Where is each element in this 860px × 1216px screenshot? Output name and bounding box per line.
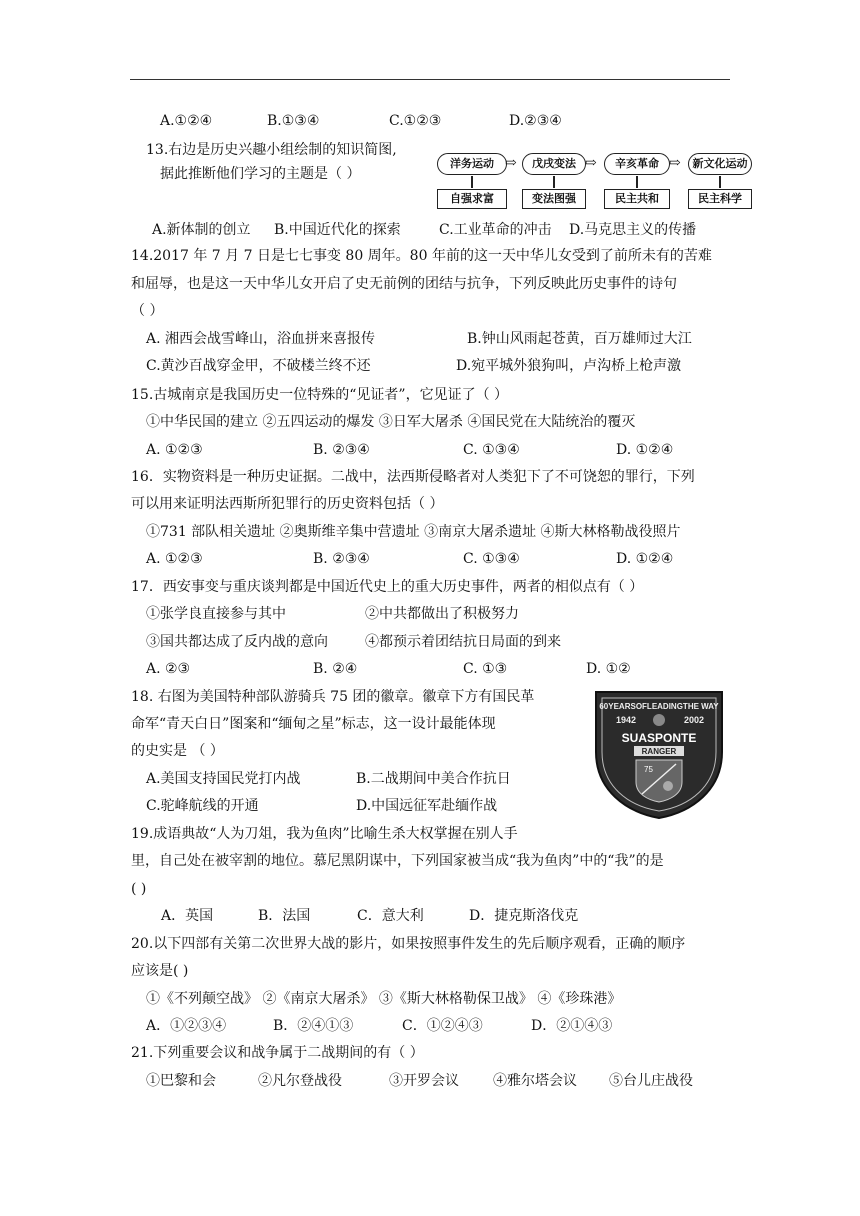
q17-option-b: B. ②④ <box>313 661 358 677</box>
diagram-goal-1: 自强求富 <box>437 189 507 209</box>
q14-option-d: D.宛平城外狼狗叫，卢沟桥上枪声激 <box>456 358 682 374</box>
q16-option-c: C. ①③④ <box>463 551 520 567</box>
q17-item-3: ③国共都达成了反内战的意向 <box>146 634 328 650</box>
q15-option-d: D. ①②④ <box>616 442 674 458</box>
q14-stem-line2: 和屈辱，也是这一天中华儿女开启了史无前例的团结与抗争，下列反映此历史事件的诗句 <box>131 276 677 292</box>
q14-option-b: B.钟山风雨起苍黄，百万雄师过大江 <box>467 331 692 347</box>
q20-option-b: B．②④①③ <box>273 1018 354 1034</box>
q18-option-d: D.中国远征军赴缅作战 <box>356 798 498 814</box>
q21-item-4: ④雅尔塔会议 <box>493 1073 577 1089</box>
diagram-connector <box>553 176 555 188</box>
q19-option-c: C．意大利 <box>357 908 424 924</box>
q19-stem-line3: ( ) <box>131 881 147 897</box>
q21-item-3: ③开罗会议 <box>389 1073 459 1089</box>
q17-item-2: ②中共都做出了积极努力 <box>365 606 519 622</box>
q13-stem-line2: 据此推断他们学习的主题是（ ） <box>160 166 361 182</box>
q17-option-c: C. ①③ <box>463 661 508 677</box>
diagram-connector <box>636 176 638 188</box>
diagram-arrow-2: ⇨ <box>585 155 597 171</box>
q16-items: ①731 部队相关遗址 ②奥斯维辛集中营遗址 ③南京大屠杀遗址 ④斯大林格勒战役照片 <box>146 524 681 540</box>
q15-option-c: C. ①③④ <box>463 442 520 458</box>
q18-stem-line3: 的史实是 （ ） <box>131 743 224 759</box>
q16-stem-line1: 16．实物资料是一种历史证据。二战中，法西斯侵略者对人类犯下了不可饶恕的罪行，下列 <box>131 469 695 485</box>
q15-option-b: B. ②③④ <box>313 442 370 458</box>
diagram-connector <box>719 176 721 188</box>
q16-stem-line2: 可以用来证明法西斯所犯罪行的历史资料包括（ ） <box>131 496 444 512</box>
q20-option-c: C．①②④③ <box>402 1018 483 1034</box>
q18-stem-line1: 18. 右图为美国特种部队游骑兵 75 团的徽章。徽章下方有国民革 <box>131 689 535 705</box>
q19-option-a: A．英国 <box>161 908 214 924</box>
q16-option-b: B. ②③④ <box>313 551 370 567</box>
q14-stem-line3: （ ） <box>131 303 164 319</box>
q14-option-c: C.黄沙百战穿金甲，不破楼兰终不还 <box>146 358 371 374</box>
badge-sun-emblem-icon <box>663 781 673 791</box>
diagram-event-1: 洋务运动 <box>437 153 507 175</box>
diagram-event-3: 辛亥革命 <box>604 153 670 175</box>
q17-option-d: D. ①② <box>586 661 631 677</box>
badge-shield-icon <box>636 760 682 802</box>
q15-stem: 15.古城南京是我国历史一位特殊的“见证者”，它见证了（ ） <box>131 387 509 403</box>
q13-option-a: A.新体制的创立 <box>152 222 251 238</box>
q18-stem-line2: 命军“青天白日”图案和“缅甸之星”标志，这一设计最能体现 <box>131 716 496 732</box>
q15-option-a: A. ①②③ <box>146 442 203 458</box>
badge-ranger-tab: RANGER <box>641 747 677 756</box>
badge-year-end: 2002 <box>683 715 705 725</box>
q21-stem: 21.下列重要会议和战争属于二战期间的有（ ） <box>131 1045 424 1061</box>
q14-stem-line1: 14.2017 年 7 月 7 日是七七事变 80 周年。80 年前的这一天中华儿女受到了前所未有的苦难 <box>131 248 712 264</box>
diagram-event-4: 新文化运动 <box>688 153 752 175</box>
q14-option-a: A. 湘西会战雪峰山，浴血拼来喜报传 <box>146 331 376 347</box>
q17-stem: 17．西安事变与重庆谈判都是中国近代史上的重大历史事件，两者的相似点有（ ） <box>131 579 644 595</box>
q21-item-5: ⑤台儿庄战役 <box>609 1073 693 1089</box>
q17-item-1: ①张学良直接参与其中 <box>146 606 286 622</box>
badge-motto: SUASPONTE <box>621 731 697 745</box>
badge-top-text: 60YEARSOFLEADINGTHE WAY <box>599 702 719 711</box>
badge-unit-number: 75 <box>644 765 653 774</box>
diagram-goal-4: 民主科学 <box>688 189 752 209</box>
q20-items: ①《不列颠空战》 ②《南京大屠杀》 ③《斯大林格勒保卫战》 ④《珍珠港》 <box>146 991 622 1007</box>
q21-item-2: ②凡尔登战役 <box>258 1073 342 1089</box>
q16-option-d: D. ①②④ <box>616 551 674 567</box>
diagram-event-2: 戊戌变法 <box>522 153 586 175</box>
q18-option-a: A.美国支持国民党打内战 <box>146 771 301 787</box>
q20-option-a: A．①②③④ <box>146 1018 227 1034</box>
q13-option-b: B.中国近代化的探索 <box>274 222 401 238</box>
q13-stem-line1: 13.右边是历史兴趣小组绘制的知识简图, <box>146 142 397 158</box>
q13-option-d: D.马克思主义的传播 <box>569 222 697 238</box>
q15-items: ①中华民国的建立 ②五四运动的爆发 ③日军大屠杀 ④国民党在大陆统治的覆灭 <box>146 414 636 430</box>
q12-option-c: C.①②③ <box>389 113 442 129</box>
q18-option-b: B.二战期间中美合作抗日 <box>356 771 511 787</box>
q12-option-b: B.①③④ <box>267 113 320 129</box>
q12-option-d: D.②③④ <box>509 113 562 129</box>
q20-stem-line1: 20.以下四部有关第二次世界大战的影片，如果按照事件发生的先后顺序观看，正确的顺序 <box>131 936 686 952</box>
q19-option-d: D．捷克斯洛伐克 <box>469 908 579 924</box>
q19-stem-line2: 里，自己处在被宰割的地位。慕尼黑阴谋中，下列国家被当成“我为鱼肉”中的“我”的是 <box>131 853 664 869</box>
diagram-goal-2: 变法图强 <box>522 189 586 209</box>
badge-parachute-icon <box>653 714 665 726</box>
diagram-arrow-3: ⇨ <box>669 155 681 171</box>
q19-stem-line1: 19.成语典故“人为刀俎，我为鱼肉”比喻生杀大权掌握在别人手 <box>131 826 518 842</box>
q13-option-c: C.工业革命的冲击 <box>439 222 552 238</box>
q17-item-4: ④都预示着团结抗日局面的到来 <box>365 634 561 650</box>
q20-stem-line2: 应该是( ) <box>131 963 189 979</box>
q16-option-a: A. ①②③ <box>146 551 203 567</box>
q20-option-d: D．②①④③ <box>531 1018 613 1034</box>
q12-option-a: A.①②④ <box>160 113 213 129</box>
header-rule <box>130 79 730 80</box>
q19-option-b: B．法国 <box>258 908 311 924</box>
diagram-connector <box>471 176 473 188</box>
q21-item-1: ①巴黎和会 <box>146 1073 216 1089</box>
badge-year-start: 1942 <box>615 715 637 725</box>
diagram-goal-3: 民主共和 <box>604 189 670 209</box>
ranger-badge-image <box>592 690 726 820</box>
diagram-arrow-1: ⇨ <box>505 155 517 171</box>
q17-option-a: A. ②③ <box>146 661 191 677</box>
q18-option-c: C.驼峰航线的开通 <box>146 798 259 814</box>
